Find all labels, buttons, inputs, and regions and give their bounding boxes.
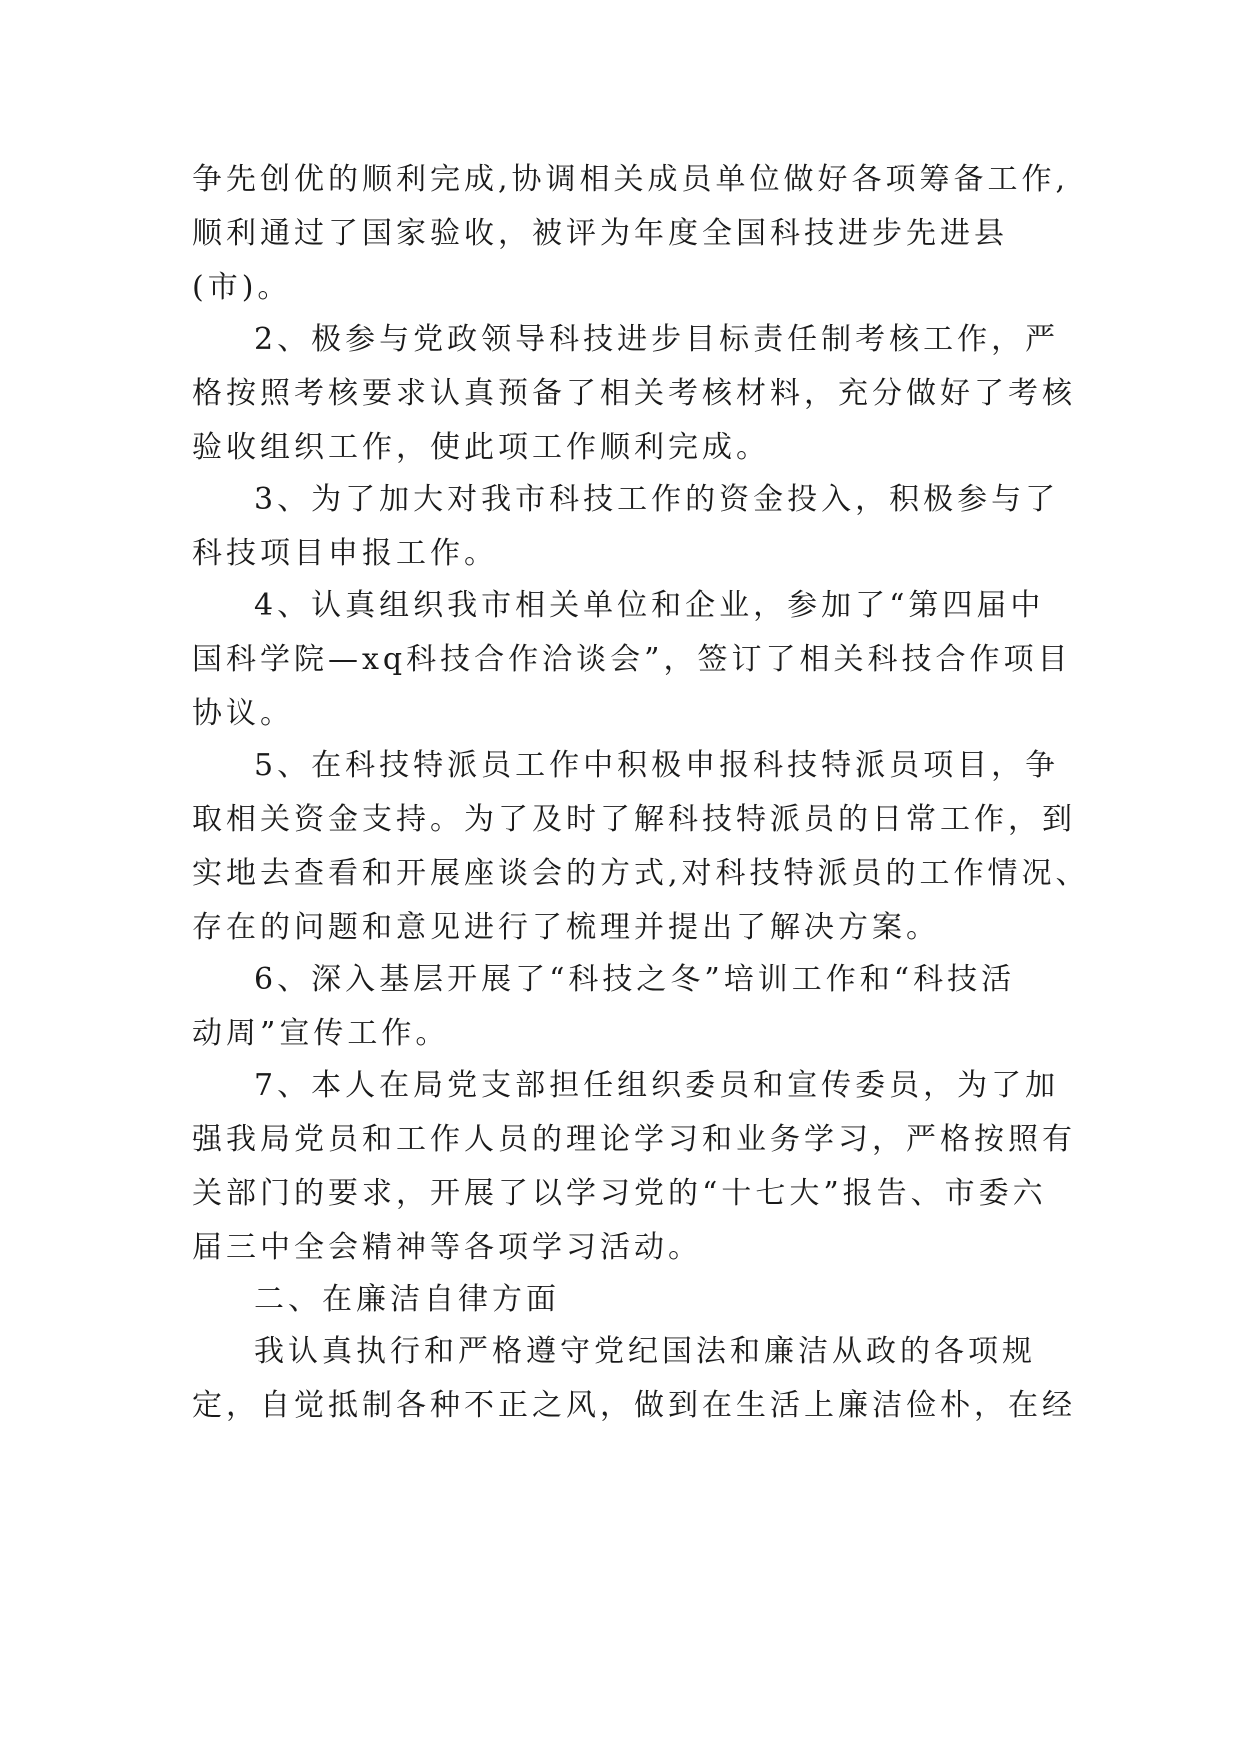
text-line: 定，自觉抵制各种不正之风，做到在生活上廉洁俭朴，在经 bbox=[192, 1388, 1076, 1423]
text-line: 动周”宣传工作。 bbox=[192, 1016, 450, 1051]
text-line: 4、认真组织我市相关单位和企业，参加了“第四届中 bbox=[254, 588, 1045, 623]
section-heading: 二、在廉洁自律方面 bbox=[254, 1282, 560, 1317]
text-line: 格按照考核要求认真预备了相关考核材料，充分做好了考核 bbox=[192, 376, 1076, 411]
text-line: 强我局党员和工作人员的理论学习和业务学习，严格按照有 bbox=[192, 1122, 1076, 1157]
text-line: 国科学院—xq科技合作洽谈会”，签订了相关科技合作项目 bbox=[192, 642, 1072, 677]
text-line: 争先创优的顺利完成,协调相关成员单位做好各项筹备工作, bbox=[192, 162, 1070, 197]
text-line: 5、在科技特派员工作中积极申报科技特派员项目，争 bbox=[254, 748, 1060, 783]
text-line: 顺利通过了国家验收，被评为年度全国科技进步先进县 bbox=[192, 216, 1008, 251]
text-line: 2、极参与党政领导科技进步目标责任制考核工作，严 bbox=[254, 322, 1060, 357]
text-line: 协议。 bbox=[192, 696, 294, 731]
text-line: 存在的问题和意见进行了梳理并提出了解决方案。 bbox=[192, 910, 940, 945]
text-line: 关部门的要求，开展了以学习党的“十七大”报告、市委六 bbox=[192, 1176, 1047, 1211]
text-line: 实地去查看和开展座谈会的方式,对科技特派员的工作情况、 bbox=[192, 856, 1090, 891]
text-line: (市)。 bbox=[192, 270, 292, 305]
text-line: 取相关资金支持。为了及时了解科技特派员的日常工作，到 bbox=[192, 802, 1076, 837]
text-line: 6、深入基层开展了“科技之冬”培训工作和“科技活 bbox=[254, 962, 1016, 997]
text-line: 验收组织工作，使此项工作顺利完成。 bbox=[192, 430, 770, 465]
text-line: 7、本人在局党支部担任组织委员和宣传委员，为了加 bbox=[254, 1068, 1060, 1103]
text-line: 届三中全会精神等各项学习活动。 bbox=[192, 1230, 702, 1265]
text-line: 3、为了加大对我市科技工作的资金投入，积极参与了 bbox=[254, 482, 1060, 517]
text-line: 我认真执行和严格遵守党纪国法和廉洁从政的各项规 bbox=[254, 1334, 1036, 1369]
text-line: 科技项目申报工作。 bbox=[192, 536, 498, 571]
